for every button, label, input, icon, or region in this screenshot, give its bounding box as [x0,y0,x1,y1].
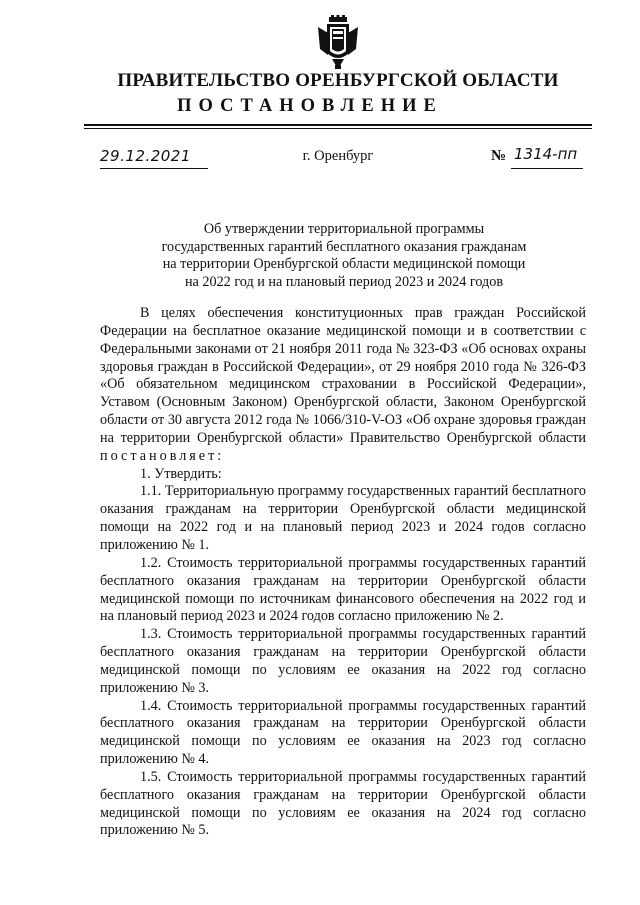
preamble-verb: постановляет: [100,447,225,464]
preamble-paragraph [100,305,586,466]
item-1-5: 1.5. Стоимость территориальной программы государственных гарантий бесплатного оказания гражданам на территории Оренбургской области медицинской помощи по условиям ее оказания на 2024 год согласно приложению № 5. [100,768,586,839]
preamble-text: В целях обеспечения конституционных прав граждан Российской Федерации на бесплатное оказание медицинской помощи и в соответствии с Федеральными законами от 21 ноября 2011 года № 323-ФЗ «Об основах охраны здоровья граждан в Российской Федерации», от 29 ноября 2010 года № 326-ФЗ «Об обязательном медицинском страховании в Российской Федерации», Уставом (Основным Законом) Оренбургской области, Законом Оренбургской области от 30 августа 2012 года № 1066/310-V-ОЗ «Об охране здоровья граждан на территории Оренбургской области» Правительство Оренбургской области [100,305,586,446]
coat-of-arms-icon [316,15,360,71]
number-sign: № [491,148,507,164]
subject-line: государственных гарантий бесплатного оказания гражданам [161,238,527,255]
document-city: г. Оренбург [302,148,374,164]
item-1-3: 1.3. Стоимость территориальной программы государственных гарантий бесплатного оказания гражданам на территории Оренбургской области медицинской помощи по условиям ее оказания на 2022 год согласно приложению № 3. [100,626,586,696]
item-1-1: 1.1. Территориальную программу государственных гарантий бесплатного оказания гражданам на территории Оренбургской области медицинской помощи на 2022 год и на плановый период 2023 и 2024 годов согласно приложению № 1. [100,483,586,553]
document-subject [100,221,588,291]
item-1-2: 1.2. Стоимость территориальной программы государственных гарантий бесплатного оказания гражданам на территории Оренбургской области медицинской помощи по источникам финансового обеспечения на 2022 год и на плановый период 2023 и 2024 годов согласно приложению № 2. [100,554,586,625]
document-type-title: ПОСТАНОВЛЕНИЕ [177,96,443,116]
document-number: 1314-пп [514,145,578,163]
document-date: 29.12.2021 [100,147,191,165]
header-divider-thin [84,128,592,129]
coat-of-arms-emblem [316,15,360,71]
document-body [100,305,586,840]
header-divider-thick [84,124,592,126]
item-1-4: 1.4. Стоимость территориальной программы государственных гарантий бесплатного оказания гражданам на территории Оренбургской области медицинской помощи по условиям ее оказания на 2023 год согласно приложению № 4. [100,697,586,768]
subject-line: на территории Оренбургской области медицинской помощи [162,256,526,273]
subject-line: Об утверждении территориальной программы [203,221,485,237]
government-title: ПРАВИТЕЛЬСТВО ОРЕНБУРГСКОЙ ОБЛАСТИ [117,70,559,91]
item-1: 1. Утвердить: [140,465,222,482]
subject-line: на 2022 год и на плановый период 2023 и 2024 годов [184,273,504,290]
